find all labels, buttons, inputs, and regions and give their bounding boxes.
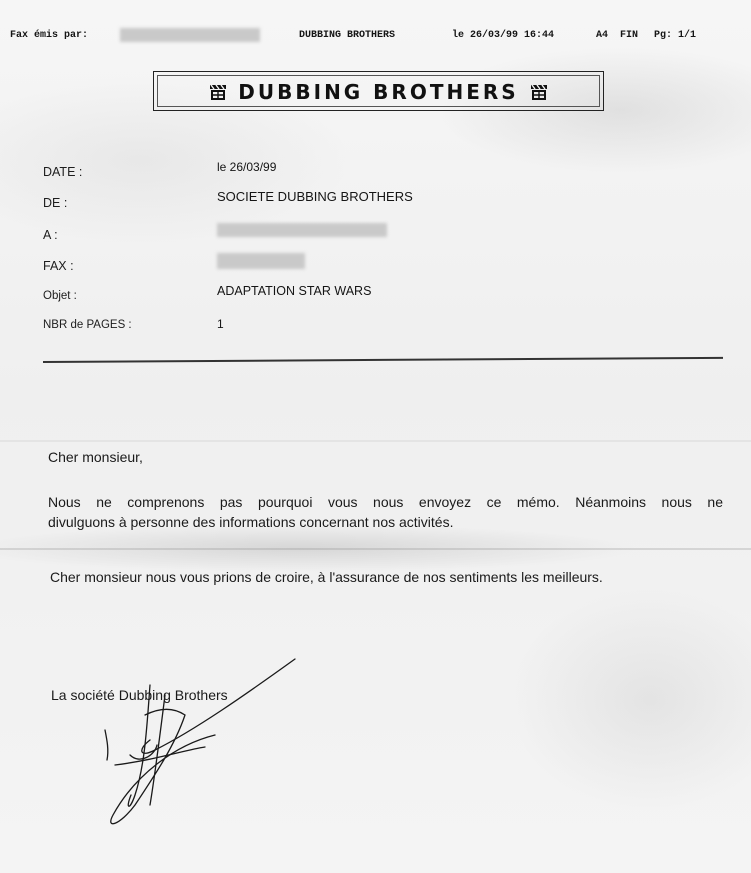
subject-value: ADAPTATION STAR WARS bbox=[217, 284, 372, 298]
fax-company: DUBBING BROTHERS bbox=[299, 30, 396, 41]
handwritten-signature bbox=[95, 655, 305, 835]
redacted-recipient bbox=[217, 223, 387, 237]
company-logo bbox=[153, 71, 604, 111]
letter-closing: Cher monsieur nous vous prions de croire, à l'assurance de nos sentiments les meilleurs. bbox=[50, 569, 603, 585]
letter-signoff: La société Dubbing Brothers bbox=[51, 687, 228, 703]
pages-value: 1 bbox=[217, 317, 224, 331]
letter-body-line-1: Nous ne comprenons pas pourquoi vous nous envoyez ce mémo. Néanmoins nous ne bbox=[48, 494, 723, 510]
letter-body-line-2: divulguons à personne des informations concernant nos activités. bbox=[48, 514, 454, 530]
fax-sender-label: Fax émis par: bbox=[10, 30, 89, 41]
date-label: DATE : bbox=[43, 165, 83, 179]
separator-line bbox=[43, 357, 723, 363]
from-value: SOCIETE DUBBING BROTHERS bbox=[217, 189, 413, 204]
letter-salutation: Cher monsieur, bbox=[48, 449, 143, 465]
redacted-sender bbox=[120, 28, 260, 42]
paper-fold-line bbox=[0, 548, 751, 550]
date-value: le 26/03/99 bbox=[217, 160, 277, 174]
subject-label: Objet : bbox=[43, 290, 77, 302]
pages-label: NBR de PAGES : bbox=[43, 319, 132, 331]
paper-fold-line bbox=[0, 440, 751, 442]
fax-label: FAX : bbox=[43, 259, 74, 273]
clapperboard-icon bbox=[208, 83, 228, 101]
fax-page-count: Pg: 1/1 bbox=[654, 30, 697, 41]
fax-date-time: le 26/03/99 16:44 bbox=[452, 30, 555, 41]
fax-format: A4 bbox=[596, 30, 609, 41]
fax-status: FIN bbox=[620, 30, 639, 41]
clapperboard-icon bbox=[529, 83, 549, 101]
to-label: A : bbox=[43, 228, 58, 242]
logo-wordmark: DUBBING BROTHERS bbox=[238, 80, 519, 104]
redacted-fax-number bbox=[217, 253, 305, 269]
from-label: DE : bbox=[43, 196, 68, 210]
